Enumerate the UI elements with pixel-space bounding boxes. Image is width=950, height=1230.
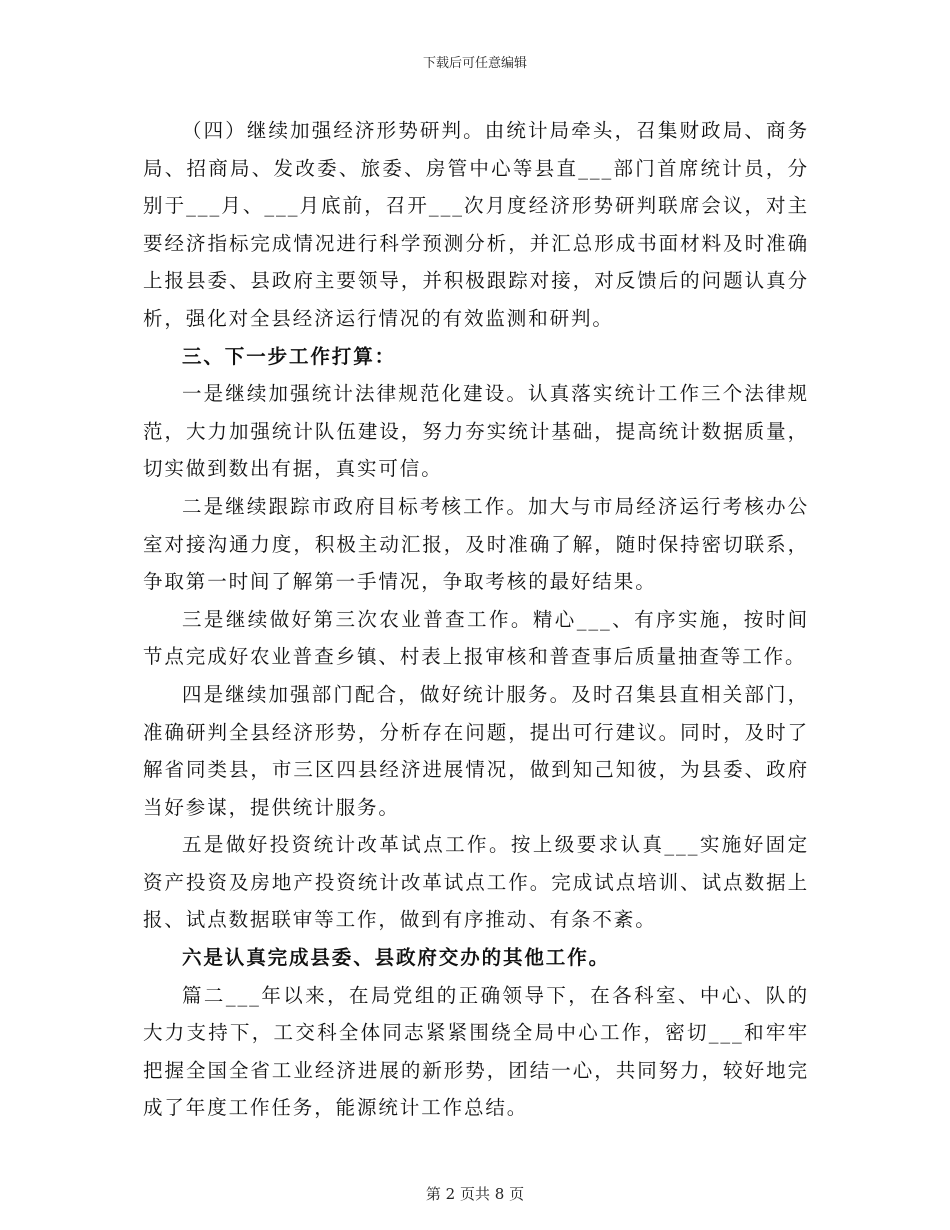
- document-body: [143, 112, 809, 1127]
- page-header: 下载后可任意编辑: [422, 56, 527, 71]
- section-heading-next-steps: 三、下一步工作打算：: [182, 344, 397, 368]
- paragraph-part-2-intro: 篇二___年以来，在局党组的正确领导下，在各科室、中心、队的大力支持下，工交科全体同志紧紧围绕全局中心工作，密切___和牢牢把握全国全省工业经济进展的新形势，团结一心，共同努力，较好地完成了年度工作任务，能源统计工作总结。: [143, 983, 809, 1120]
- paragraph-item-2: 二是继续跟踪市政府目标考核工作。加大与市局经济运行考核办公室对接沟通力度，积极主动汇报，及时准确了解，随时保持密切联系，争取第一时间了解第一手情况，争取考核的最好结果。: [143, 494, 809, 594]
- page-footer: 第 2 页共 8 页: [425, 1185, 525, 1203]
- paragraph-item-4: 四是继续加强部门配合，做好统计服务。及时召集县直相关部门，准确研判全县经济形势，分析存在问题，提出可行建议。同时，及时了解省同类县，市三区四县经济进展情况，做到知己知彼，为县委、政府当好参谋，提供统计服务。: [143, 682, 809, 819]
- paragraph-section-4: （四）继续加强经济形势研判。由统计局牵头，召集财政局、商务局、招商局、发改委、旅委、房管中心等县直___部门首席统计员，分别于___月、___月底前，召开___次月度经济形势研判联席会议，对主要经济指标完成情况进行科学预测分析，并汇总形成书面材料及时准确上报县委、县政府主要领导，并积极跟踪对接，对反馈后的问题认真分析，强化对全县经济运行情况的有效监测和研判。: [143, 119, 809, 330]
- paragraph-item-1: 一是继续加强统计法律规范化建设。认真落实统计工作三个法律规范，大力加强统计队伍建设，努力夯实统计基础，提高统计数据质量，切实做到数出有据，真实可信。: [143, 382, 809, 481]
- paragraph-item-3: 三是继续做好第三次农业普查工作。精心___、有序实施，按时间节点完成好农业普查乡镇、村表上报审核和普查事后质量抽查等工作。: [143, 607, 809, 669]
- paragraph-item-6: 六是认真完成县委、县政府交办的其他工作。: [182, 946, 611, 970]
- paragraph-item-5: 五是做好投资统计改革试点工作。按上级要求认真___实施好固定资产投资及房地产投资统计改革试点工作。完成试点培训、试点数据上报、试点数据联审等工作，做到有序推动、有条不紊。: [143, 833, 809, 932]
